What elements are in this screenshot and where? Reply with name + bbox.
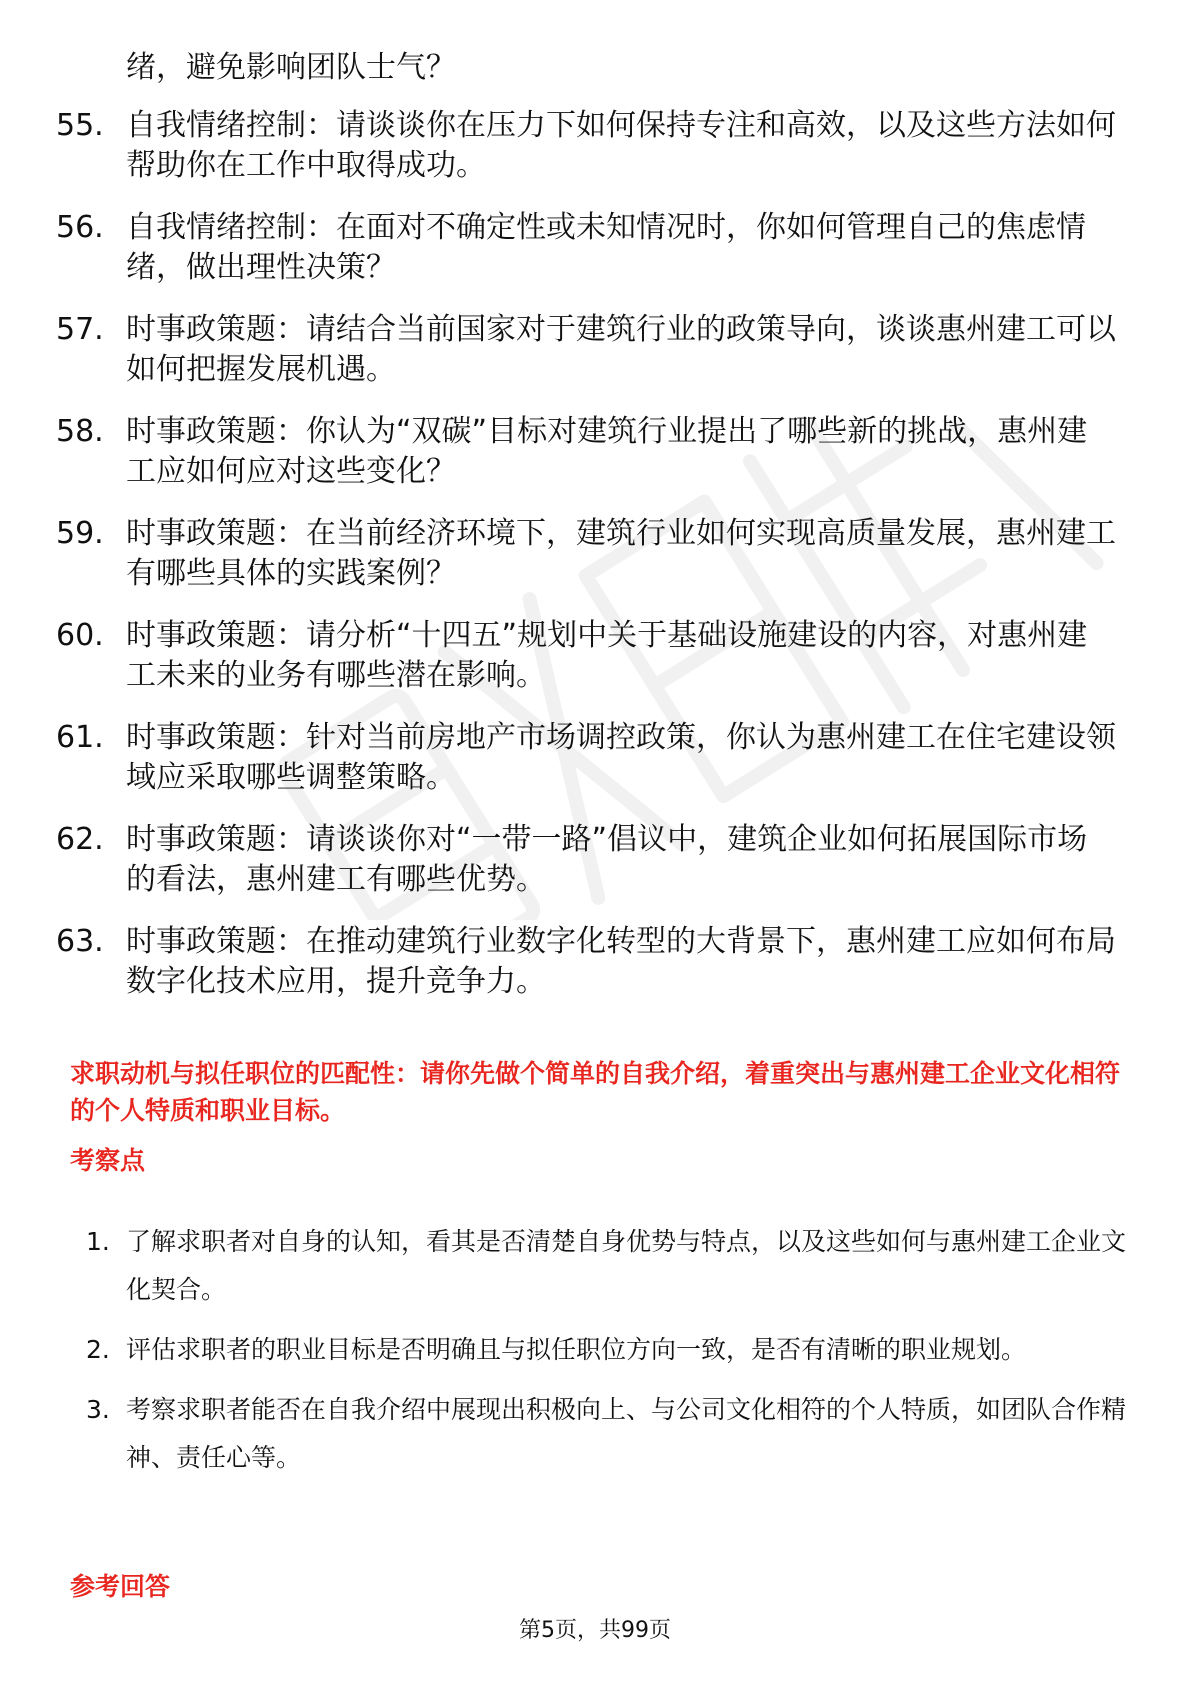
point-number: 2. [86, 1335, 110, 1364]
question-item [56, 106, 1116, 186]
point-number: 1. [86, 1227, 110, 1256]
question-number: 63. [56, 924, 104, 959]
points-title: 考察点 [70, 1146, 146, 1175]
page-number-label: 第5页，共99页 [519, 1618, 671, 1643]
question-item [56, 718, 1116, 798]
question-item [56, 616, 1116, 696]
question-text: 时事政策题：请谈谈你对“一带一路”倡议中，建筑企业如何拓展国际市场的看法，惠州建工有哪些优势。 [126, 822, 1088, 897]
point-text: 考察求职者能否在自我介绍中展现出积极向上、与公司文化相符的个人特质，如团队合作精神、责任心等。 [126, 1395, 1127, 1472]
question-number: 58. [56, 414, 104, 449]
point-text: 了解求职者对自身的认知，看其是否清楚自身优势与特点，以及这些如何与惠州建工企业文化契合。 [126, 1227, 1127, 1304]
assessment-point [86, 1326, 1126, 1374]
assessment-point [86, 1386, 1126, 1482]
question-item [56, 922, 1116, 1002]
question-text: 时事政策题：针对当前房地产市场调控政策，你认为惠州建工在住宅建设领域应采取哪些调整策略。 [126, 720, 1116, 795]
question-number: 61. [56, 720, 104, 755]
question-text: 时事政策题：在当前经济环境下，建筑行业如何实现高质量发展，惠州建工有哪些具体的实践案例？ [126, 516, 1116, 591]
point-number: 3. [86, 1395, 110, 1424]
question-text: 时事政策题：在推动建筑行业数字化转型的大背景下，惠州建工应如何布局数字化技术应用，提升竞争力。 [126, 924, 1116, 999]
question-number: 56. [56, 210, 104, 245]
assessment-point [86, 1218, 1126, 1314]
question-text: 自我情绪控制：请谈谈你在压力下如何保持专注和高效，以及这些方法如何帮助你在工作中取得成功。 [126, 108, 1116, 183]
question-continuation-text: 绪，避免影响团队士气？ [126, 50, 456, 85]
point-text: 评估求职者的职业目标是否明确且与拟任职位方向一致，是否有清晰的职业规划。 [126, 1335, 1027, 1364]
question-item [56, 820, 1116, 900]
question-number: 59. [56, 516, 104, 551]
question-continuation [56, 48, 1116, 88]
question-item [56, 310, 1116, 390]
question-number: 62. [56, 822, 104, 857]
question-text: 时事政策题：请分析“十四五”规划中关于基础设施建设的内容，对惠州建工未来的业务有哪些潜在影响。 [126, 618, 1088, 693]
section-heading: 求职动机与拟任职位的匹配性：请你先做个简单的自我介绍，着重突出与惠州建工企业文化相符的个人特质和职业目标。 [70, 1059, 1121, 1125]
assessment-points-list [86, 1218, 1126, 1494]
question-text: 时事政策题：请结合当前国家对于建筑行业的政策导向，谈谈惠州建工可以如何把握发展机遇。 [126, 312, 1116, 387]
answer-title: 参考回答 [70, 1572, 171, 1601]
question-number: 60. [56, 618, 104, 653]
question-item [56, 412, 1116, 492]
question-text: 时事政策题：你认为“双碳”目标对建筑行业提出了哪些新的挑战，惠州建工应如何应对这些变化？ [126, 414, 1088, 489]
question-list [56, 48, 1116, 1024]
question-item [56, 208, 1116, 288]
question-number: 55. [56, 108, 104, 143]
page-footer [0, 1616, 1190, 1646]
question-number: 57. [56, 312, 104, 347]
question-text: 自我情绪控制：在面对不确定性或未知情况时，你如何管理自己的焦虑情绪，做出理性决策？ [126, 210, 1086, 285]
question-item [56, 514, 1116, 594]
